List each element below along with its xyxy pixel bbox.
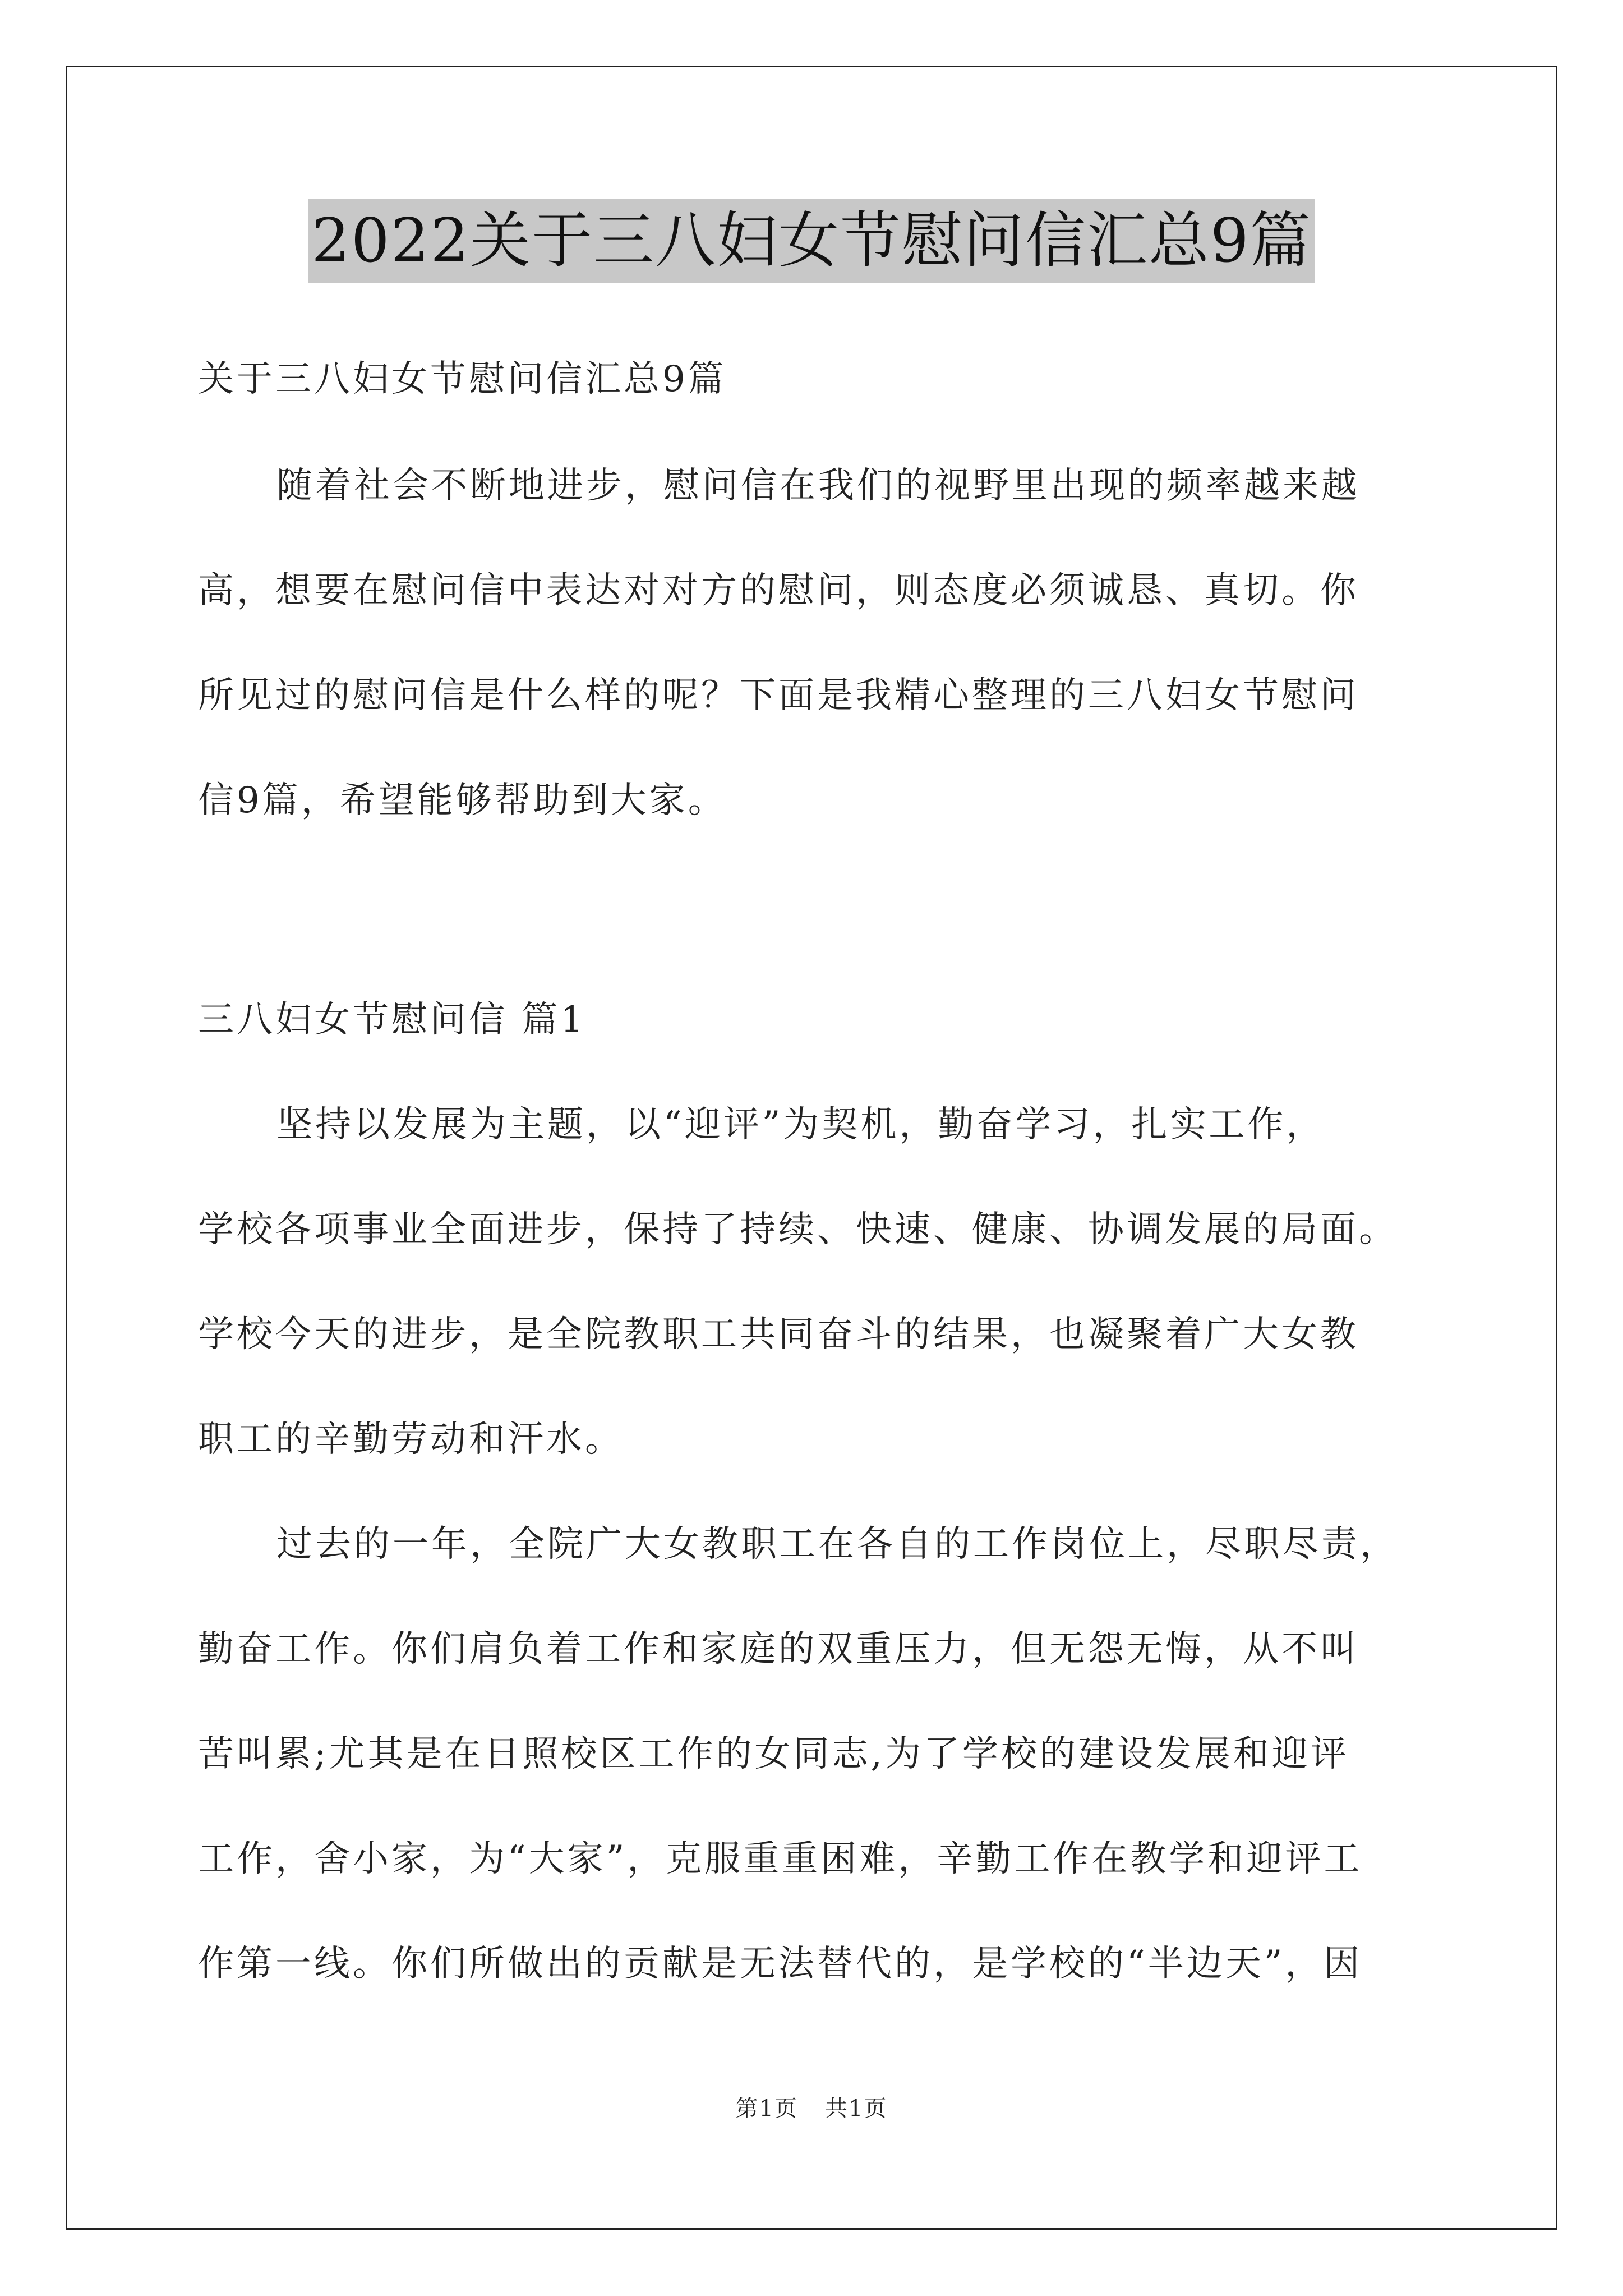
intro-line: 信9篇，希望能够帮助到大家。 (198, 780, 727, 821)
paragraph-line: 工作，舍小家，为“大家”，克服重重困难，辛勤工作在教学和迎评工 (198, 1838, 1363, 1880)
title-container (0, 199, 1623, 283)
intro-line: 高，想要在慰问信中表达对对方的慰问，则态度必须诚恳、真切。你 (198, 570, 1359, 611)
intro-line: 随着社会不断地进步，慰问信在我们的视野里出现的频率越来越 (276, 465, 1360, 507)
paragraph-line: 过去的一年，全院广大女教职工在各自的工作岗位上，尽职尽责， (276, 1524, 1399, 1565)
document-title: 2022关于三八妇女节慰问信汇总9篇 (308, 199, 1315, 283)
paragraph-line: 职工的辛勤劳动和汗水。 (198, 1419, 624, 1460)
page-number: 第1页 (735, 2096, 798, 2122)
page-footer (0, 2095, 1623, 2123)
paragraph-line: 苦叫累;尤其是在日照校区工作的女同志,为了学校的建设发展和迎评 (198, 1733, 1349, 1775)
intro-line: 所见过的慰问信是什么样的呢？下面是我精心整理的三八妇女节慰问 (198, 675, 1359, 716)
page-total: 共1页 (825, 2096, 888, 2122)
paragraph-line: 学校今天的进步，是全院教职工共同奋斗的结果，也凝聚着广大女教 (198, 1314, 1359, 1355)
document-subtitle: 关于三八妇女节慰问信汇总9篇 (198, 358, 727, 400)
paragraph-line: 坚持以发展为主题，以“迎评”为契机，勤奋学习，扎实工作， (276, 1104, 1325, 1145)
section-heading: 三八妇女节慰问信 篇1 (198, 999, 587, 1041)
paragraph-line: 作第一线。你们所做出的贡献是无法替代的，是学校的“半边天”，因 (198, 1943, 1363, 1985)
paragraph-line: 勤奋工作。你们肩负着工作和家庭的双重压力，但无怨无悔，从不叫 (198, 1628, 1359, 1670)
paragraph-line: 学校各项事业全面进步，保持了持续、快速、健康、协调发展的局面。 (198, 1209, 1398, 1250)
